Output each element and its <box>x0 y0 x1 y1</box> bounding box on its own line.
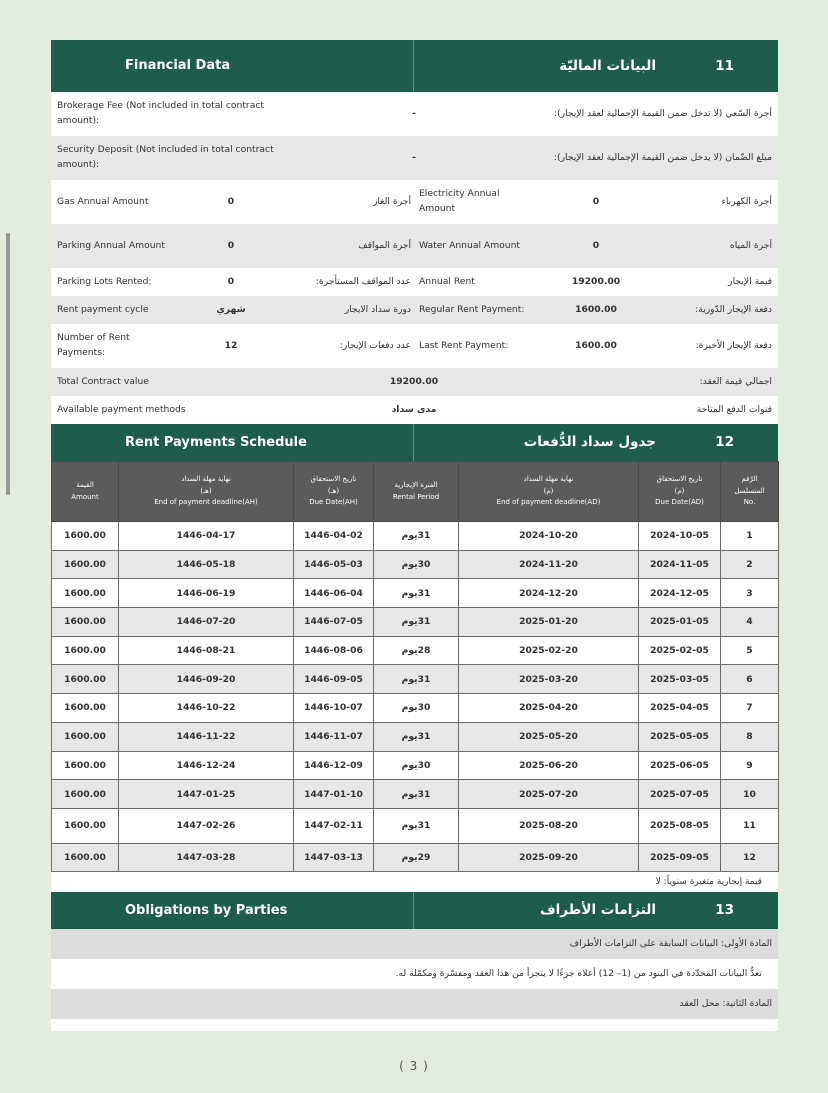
schedule-section-header <box>51 424 778 461</box>
value: 1600.00 <box>575 303 617 315</box>
cell-no: 8 <box>721 722 779 751</box>
cell-end-ad: 2025-06-20 <box>459 751 639 780</box>
cell-no: 6 <box>721 665 779 694</box>
label-ar: أجرة الكهرباء <box>721 195 772 207</box>
table-row <box>52 522 779 551</box>
col-due-ah: تاريخ الاستحقاق (هـ) Due Date(AH) <box>294 462 374 522</box>
gas-electricity-row <box>51 180 778 224</box>
cell-due-ah: 1446-08-06 <box>294 636 374 665</box>
cell-due-ah: 1446-06-04 <box>294 579 374 608</box>
payment-methods-row <box>51 396 778 424</box>
table-row <box>52 808 779 843</box>
label-ar: قيمة الإيجار <box>728 275 772 287</box>
label-en: Parking Lots Rented: <box>57 275 152 287</box>
cell-amount: 1600.00 <box>52 751 119 780</box>
table-row <box>52 843 779 871</box>
cell-end-ad: 2025-01-20 <box>459 608 639 637</box>
value: 12 <box>224 339 238 351</box>
cell-end-ad: 2024-11-20 <box>459 550 639 579</box>
cell-no: 5 <box>721 636 779 665</box>
cell-end-ad: 2025-09-20 <box>459 843 639 871</box>
value: شهري <box>216 303 246 315</box>
cell-end-ah: 1447-02-26 <box>119 808 294 843</box>
cell-end-ah: 1447-01-25 <box>119 780 294 809</box>
value: - <box>412 151 416 163</box>
cell-due-ad: 2024-12-05 <box>639 579 721 608</box>
cell-end-ah: 1446-04-17 <box>119 522 294 551</box>
col-end-ah: نهاية مهلة السداد (هـ) End of payment deadline(AH) <box>119 462 294 522</box>
cell-amount: 1600.00 <box>52 636 119 665</box>
cell-amount: 1600.00 <box>52 522 119 551</box>
cell-period: 31يوم <box>374 808 459 843</box>
cell-period: 30يوم <box>374 694 459 723</box>
cell-end-ah: 1446-09-20 <box>119 665 294 694</box>
cell-end-ah: 1446-11-22 <box>119 722 294 751</box>
cell-amount: 1600.00 <box>52 722 119 751</box>
article2-body <box>51 1019 778 1031</box>
label-ar: دورة سداد الايجار <box>344 303 411 315</box>
section-title-ar: التزامات الأطراف <box>539 901 656 918</box>
cell-period: 31يوم <box>374 665 459 694</box>
cell-end-ad: 2025-08-20 <box>459 808 639 843</box>
label-ar: أجرة الغاز <box>372 195 411 207</box>
table-header-row <box>52 462 779 522</box>
cell-end-ad: 2024-12-20 <box>459 579 639 608</box>
table-row <box>52 636 779 665</box>
table-row <box>52 608 779 637</box>
section-title-ar: البيانات الماليّة <box>559 58 656 74</box>
cell-end-ah: 1446-07-20 <box>119 608 294 637</box>
label-ar: عدد المواقف المستأجرة: <box>315 275 411 287</box>
cell-period: 31يوم <box>374 579 459 608</box>
section-title-en: Financial Data <box>125 58 231 73</box>
cell-end-ah: 1446-06-19 <box>119 579 294 608</box>
cell-amount: 1600.00 <box>52 808 119 843</box>
cell-due-ah: 1446-12-09 <box>294 751 374 780</box>
parking-water-row <box>51 224 778 268</box>
label-en: Available payment methods <box>57 403 186 415</box>
table-row <box>52 751 779 780</box>
col-due-ad: تاريخ الاستحقاق (م) Due Date(AD) <box>639 462 721 522</box>
label-en: Parking Annual Amount <box>57 239 165 251</box>
cell-due-ah: 1446-07-05 <box>294 608 374 637</box>
col-period: الفترة الإيجارية Rental Period <box>374 462 459 522</box>
cell-no: 12 <box>721 843 779 871</box>
cell-due-ah: 1446-10-07 <box>294 694 374 723</box>
cell-end-ah: 1446-10-22 <box>119 694 294 723</box>
value: 0 <box>227 239 235 251</box>
value: 0 <box>227 275 235 287</box>
label-en: Brokerage Fee (Not included in total contract amount): <box>57 100 264 126</box>
cell-due-ad: 2025-01-05 <box>639 608 721 637</box>
table-row <box>52 722 779 751</box>
table-row <box>52 780 779 809</box>
cell-end-ah: 1447-03-28 <box>119 843 294 871</box>
security-deposit-row <box>51 136 778 180</box>
cell-period: 30يوم <box>374 751 459 780</box>
cell-due-ad: 2025-02-05 <box>639 636 721 665</box>
cell-due-ad: 2025-07-05 <box>639 780 721 809</box>
section-title-en: Obligations by Parties <box>125 902 288 918</box>
label-ar: أجرة المياه <box>729 239 772 251</box>
cell-due-ad: 2024-11-05 <box>639 550 721 579</box>
cell-no: 1 <box>721 522 779 551</box>
cell-due-ah: 1447-01-10 <box>294 780 374 809</box>
article2-title: المادة الثانية: محل العقد <box>51 989 778 1019</box>
col-end-ad: نهاية مهلة السداد (م) End of payment deadline(AD) <box>459 462 639 522</box>
variable-rent-note: قيمة إيجارية متغيرة سنوياً: لا <box>51 872 778 892</box>
label-ar: دفعة الإيجار الأخيرة: <box>695 339 772 351</box>
cell-due-ah: 1446-04-02 <box>294 522 374 551</box>
label-en: Number of Rent Payments: <box>57 332 130 358</box>
label-en: Annual Rent <box>419 275 475 287</box>
cell-due-ad: 2024-10-05 <box>639 522 721 551</box>
scrollbar[interactable] <box>6 233 10 495</box>
section-number: 12 <box>715 434 734 450</box>
col-no: الرّقم المتسلسل No. <box>721 462 779 522</box>
table-row <box>52 694 779 723</box>
value: - <box>412 107 416 119</box>
cell-end-ad: 2025-07-20 <box>459 780 639 809</box>
cell-due-ad: 2025-03-05 <box>639 665 721 694</box>
cell-due-ad: 2025-04-05 <box>639 694 721 723</box>
label-en: Electricity Annual Amount <box>419 188 500 214</box>
article1-title: المادة الأولى: البيانات السابقة على التزامات الأطراف <box>51 929 778 959</box>
cell-no: 10 <box>721 780 779 809</box>
label-ar: عدد دفعات الإيجار: <box>339 339 411 351</box>
cell-due-ah: 1446-09-05 <box>294 665 374 694</box>
cell-period: 31يوم <box>374 608 459 637</box>
value: 1600.00 <box>575 339 617 351</box>
cell-end-ad: 2025-02-20 <box>459 636 639 665</box>
brokerage-fee-row <box>51 92 778 136</box>
cell-amount: 1600.00 <box>52 665 119 694</box>
financial-section-header <box>51 40 778 92</box>
cell-end-ad: 2025-03-20 <box>459 665 639 694</box>
rent-schedule-table <box>51 461 779 872</box>
label-en: Total Contract value <box>57 375 149 387</box>
section-number: 11 <box>715 58 734 74</box>
table-row <box>52 665 779 694</box>
table-row <box>52 550 779 579</box>
cell-no: 3 <box>721 579 779 608</box>
cell-due-ah: 1446-05-03 <box>294 550 374 579</box>
cell-due-ah: 1446-11-07 <box>294 722 374 751</box>
section-number: 13 <box>715 901 734 918</box>
cell-amount: 1600.00 <box>52 780 119 809</box>
parking-lots-annual-rent-row <box>51 268 778 296</box>
contract-document <box>51 40 778 1031</box>
article1-text: تعدُّ البيانات المحدّدة في البنود من (1– 12) أعلاه جزءًا لا يتجزأ من هذا العقد ومفسّرة ومكمّلة له. <box>51 959 778 989</box>
cell-due-ah: 1447-03-13 <box>294 843 374 871</box>
col-amount: القيمة Amount <box>52 462 119 522</box>
label-ar: أجرة المواقف <box>358 239 411 251</box>
cell-period: 31يوم <box>374 722 459 751</box>
cell-due-ad: 2025-05-05 <box>639 722 721 751</box>
cell-no: 11 <box>721 808 779 843</box>
cell-amount: 1600.00 <box>52 843 119 871</box>
table-row <box>52 579 779 608</box>
cell-due-ah: 1447-02-11 <box>294 808 374 843</box>
cell-amount: 1600.00 <box>52 694 119 723</box>
cell-period: 30يوم <box>374 550 459 579</box>
obligations-section-header <box>51 892 778 929</box>
label-en: Last Rent Payment: <box>419 339 509 351</box>
cell-period: 29يوم <box>374 843 459 871</box>
cell-end-ah: 1446-05-18 <box>119 550 294 579</box>
value: 0 <box>592 195 600 207</box>
cell-amount: 1600.00 <box>52 608 119 637</box>
label-ar: مبلغ الضّمان (لا يدخل ضمن القيمة الإجمالية لعقد الإيجار): <box>553 151 772 163</box>
label-en: Security Deposit (Not included in total contract amount): <box>57 144 274 170</box>
cell-end-ah: 1446-12-24 <box>119 751 294 780</box>
cell-due-ad: 2025-06-05 <box>639 751 721 780</box>
section-title-en: Rent Payments Schedule <box>125 435 307 450</box>
cycle-regular-payment-row <box>51 296 778 324</box>
cell-end-ad: 2025-05-20 <box>459 722 639 751</box>
cell-no: 9 <box>721 751 779 780</box>
cell-period: 28يوم <box>374 636 459 665</box>
label-ar: أجرة السّعي (لا تدخل ضمن القيمة الإجمالية لعقد الإيجار): <box>553 107 772 119</box>
value: 19200.00 <box>389 375 439 387</box>
value: 19200.00 <box>571 275 621 287</box>
label-en: Rent payment cycle <box>57 303 149 315</box>
cell-end-ad: 2025-04-20 <box>459 694 639 723</box>
cell-amount: 1600.00 <box>52 579 119 608</box>
cell-period: 31يوم <box>374 522 459 551</box>
label-en: Regular Rent Payment: <box>419 303 525 315</box>
label-ar: قنوات الدفع المتاحة <box>696 403 772 415</box>
section-title-ar: جدول سداد الدُّفعات <box>523 434 656 450</box>
label-ar: اجمالي قيمة العقد: <box>699 375 772 387</box>
label-en: Gas Annual Amount <box>57 195 149 207</box>
value: 0 <box>227 195 235 207</box>
cell-no: 4 <box>721 608 779 637</box>
value: مدى سداد <box>391 403 437 415</box>
cell-end-ad: 2024-10-20 <box>459 522 639 551</box>
cell-no: 7 <box>721 694 779 723</box>
num-last-payment-row <box>51 324 778 368</box>
total-contract-row <box>51 368 778 396</box>
cell-no: 2 <box>721 550 779 579</box>
cell-end-ah: 1446-08-21 <box>119 636 294 665</box>
cell-amount: 1600.00 <box>52 550 119 579</box>
page-number: ( 3 ) <box>399 1059 429 1073</box>
value: 0 <box>592 239 600 251</box>
cell-due-ad: 2025-08-05 <box>639 808 721 843</box>
cell-period: 31يوم <box>374 780 459 809</box>
label-ar: دفعة الإيجار الدّورية: <box>695 303 772 315</box>
label-en: Water Annual Amount <box>419 239 521 251</box>
cell-due-ad: 2025-09-05 <box>639 843 721 871</box>
